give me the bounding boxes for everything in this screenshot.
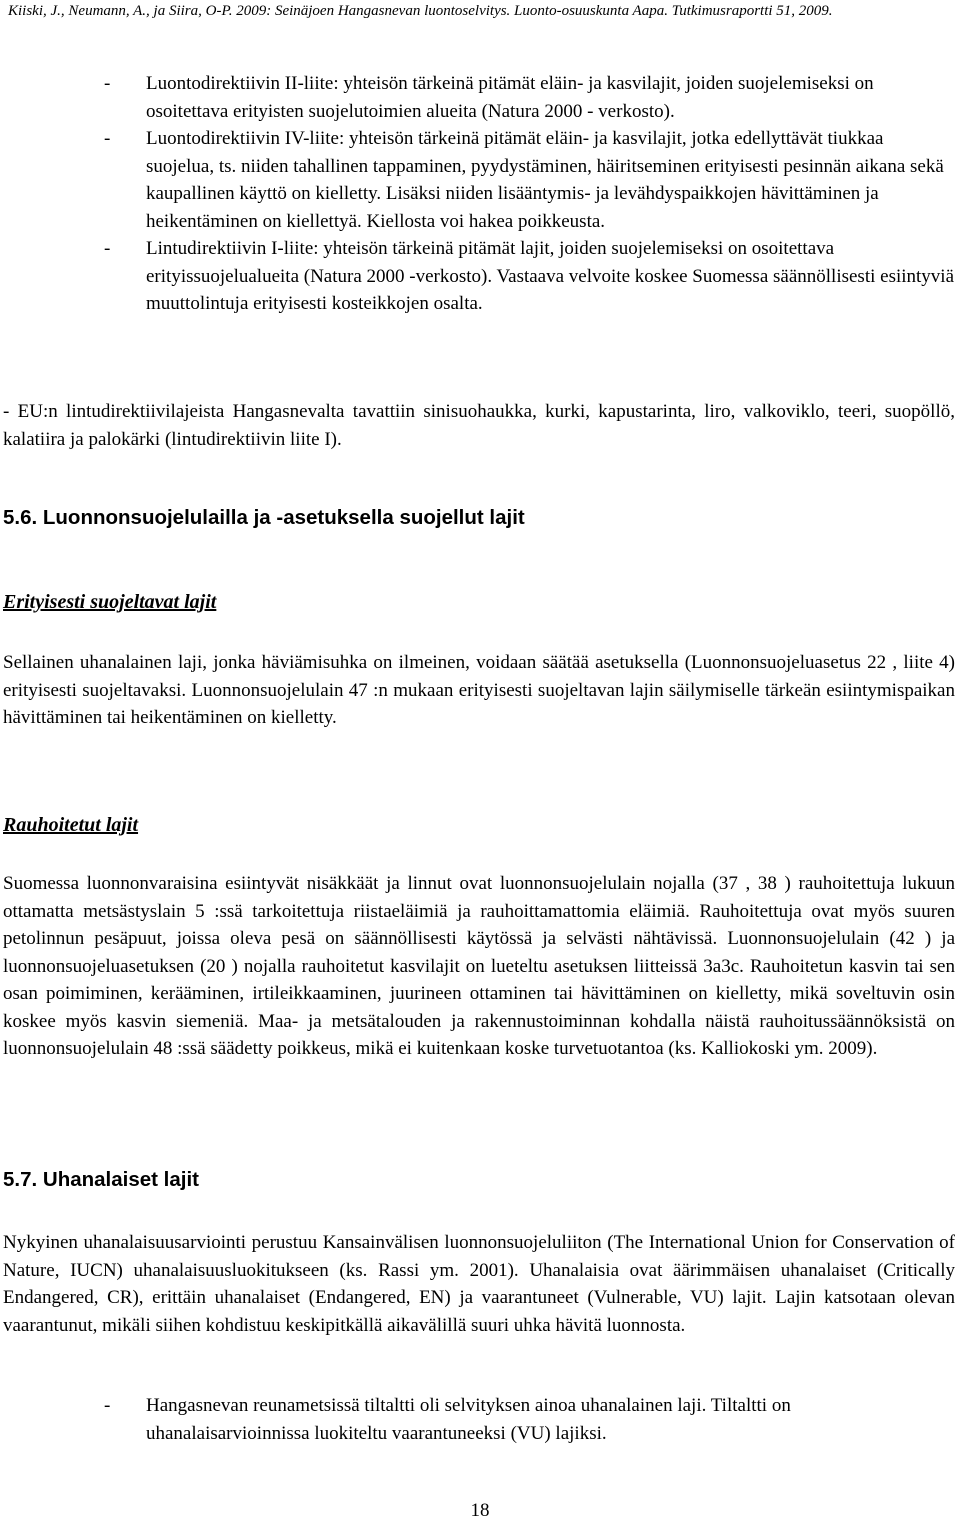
dash-marker: - <box>104 73 111 94</box>
subheading-erityisesti-suojeltavat: Erityisesti suojeltavat lajit <box>3 591 217 613</box>
eu-birds-paragraph: - EU:n lintudirektiivilajeista Hangasnevalta tavattiin sinisuohaukka, kurki, kapustarinta, liro, valkoviklo, teeri, suopöllö, kalatiira ja palokärki (lintudirektiivin liite I). <box>3 401 955 450</box>
subheading-rauhoitetut: Rauhoitetut lajit <box>3 814 139 836</box>
dash-marker: - <box>104 1395 111 1416</box>
dash-marker: - <box>104 128 111 149</box>
paragraph-rauhoitetut: Suomessa luonnonvaraisina esiintyvät nisäkkäät ja linnut ovat luonnonsuojelulain nojalla (37 , 38 ) rauhoitettuja lukuun ottamatta metsästyslain 5 :ssä tarkoitettuja riistaeläimiä ja rauhoittamattomia eläimiä. Rauhoitettuja ovat myös suuren petolinnun pesäpuut, joissa oleva pesä on säännöllisesti käytössä ja selvästi nähtävissä. Luonnonsuojelulain (42 ) ja luonnonsuojeluasetuksen (20 ) nojalla rauhoitetut kasvilajit on lueteltu asetuksen liitteissä 3a3c. Rauhoitetun kasvin tai sen osan poimiminen, kerääminen, irtileikkaaminen, juurineen ottaminen tai hävittäminen on kielletty, mikä soveltuvin osin koskee myös kasvin siemeniä. Maa- ja metsätalouden ja rakennustoiminnan kohdalla näistä rauhoitussäännöksistä on luonnonsuojelulain 48 :ssä säädetty poikkeus, mikä ei kuitenkaan koske turvetuotantoa (ks. Kalliokoski ym. 2009). <box>3 873 955 1059</box>
threatened-species-list <box>104 1392 954 1447</box>
list-item <box>104 1392 954 1447</box>
directive-list <box>104 70 954 318</box>
paragraph-uhanalaiset: Nykyinen uhanalaisuusarviointi perustuu Kansainvälisen luonnonsuojeluliiton (The International Union for Conservation of Nature, IUCN) uhanalaisuusluokitukseen (ks. Rassi ym. 2001). Uhanalaisia ovat äärimmäisen uhanalaiset (Critically Endangered, CR), erittäin uhanalaiset (Endangered, EN) ja vaarantuneet (Vulnerable, VU) lajit. Lajin katsotaan olevan vaarantunut, mikäli siihen kohdistuu keskipitkällä aikavälillä suuri uhka hävitä luonnosta. <box>3 1232 955 1336</box>
list-item <box>104 235 954 318</box>
section-heading-5-6: 5.6. Luonnonsuojelulailla ja -asetuksella suojellut lajit <box>3 506 525 529</box>
section-heading-5-7: 5.7. Uhanalaiset lajit <box>3 1168 199 1191</box>
list-item-text: Luontodirektiivin IV-liite: yhteisön tärkeinä pitämät eläin- ja kasvilajit, jotka edellyttävät tiukkaa suojelua, ts. niiden tahallinen tappaminen, pyydystäminen, häiritseminen erityisesti pesinnän aikana sekä kaupallinen käyttö on kielletty. Lisäksi niiden lisääntymis- ja levähdyspaikkojen hävittäminen ja heikentäminen on kiellettyä. Kiellosta voi hakea poikkeusta. <box>146 128 944 232</box>
list-item-text: Lintudirektiivin I-liite: yhteisön tärkeinä pitämät lajit, joiden suojelemiseksi on osoitettava erityissuojelualueita (Natura 2000 -verkosto). Vastaava velvoite koskee Suomessa säännöllisesti esiintyviä muuttolintuja erityisesti kosteikkojen osalta. <box>146 238 955 314</box>
running-header: Kiiski, J., Neumann, A., ja Siira, O-P. 2009: Seinäjoen Hangasnevan luontoselvitys. Luonto-osuuskunta Aapa. Tutkimusraportti 51, 2009. <box>8 3 833 19</box>
paragraph-erityisesti-suojeltavat: Sellainen uhanalainen laji, jonka häviämisuhka on ilmeinen, voidaan säätää asetuksella (Luonnonsuojeluasetus 22 , liite 4) erityisesti suojeltavaksi. Luonnonsuojelulain 47 :n mukaan erityisesti suojeltavan lajin säilymiselle tärkeän esiintymispaikan hävittäminen tai heikentäminen on kielletty. <box>3 652 955 728</box>
list-item-text: Luontodirektiivin II-liite: yhteisön tärkeinä pitämät eläin- ja kasvilajit, joiden suojelemiseksi on osoitettava erityisten suojelutoimien alueita (Natura 2000 - verkosto). <box>146 73 874 122</box>
list-item-text: Hangasnevan reunametsissä tiltaltti oli selvityksen ainoa uhanalainen laji. Tiltaltti on uhanalaisarvioinnissa luokiteltu vaarantuneeksi (VU) lajiksi. <box>146 1395 791 1444</box>
page-number: 18 <box>470 1500 490 1521</box>
list-item <box>104 125 954 235</box>
list-item <box>104 70 954 125</box>
dash-marker: - <box>104 238 111 259</box>
